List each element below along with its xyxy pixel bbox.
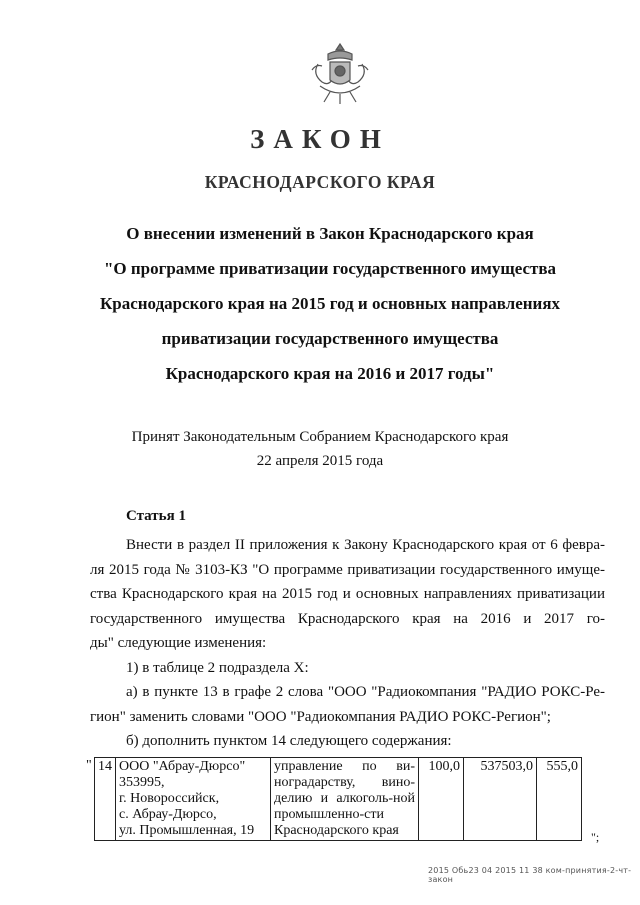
body-line: б) дополнить пунктом 14 следующего содержания:	[126, 733, 452, 749]
adoption-line: Принят Законодательным Собранием Краснодарского края	[131, 429, 509, 445]
table-row	[84, 758, 582, 841]
law-heading	[60, 222, 600, 397]
table-cell-share: 100,0	[419, 758, 464, 841]
heading-line: приватизации государственного имущества	[161, 329, 499, 348]
article-body	[90, 534, 605, 755]
body-line: а) в пункте 13 в графе 2 слова "ООО "Радиокомпания "РАДИО РОКС-Ре-	[126, 684, 605, 700]
heading-line: О внесении изменений в Закон Краснодарского края	[126, 224, 534, 243]
table-open-quote: "	[86, 757, 92, 773]
adoption-note	[0, 426, 640, 474]
body-line: гион" заменить словами "ООО "Радиокомпания РАДИО РОКС-Регион";	[90, 708, 551, 725]
table-cell-number: 14	[95, 758, 116, 841]
law-subtitle: КРАСНОДАРСКОГО КРАЯ	[204, 172, 436, 192]
heading-line: Краснодарского края на 2016 и 2017 годы"	[165, 364, 495, 383]
adoption-date: 22 апреля 2015 года	[256, 453, 384, 469]
table-cell-organization	[116, 758, 271, 841]
org-line: с. Абрау-Дюрсо,	[119, 807, 217, 822]
amendment-table	[84, 757, 594, 841]
law-title: ЗАКОН	[250, 124, 390, 154]
article-title: Статья 1	[126, 508, 186, 524]
table-cell-purpose: управление по ви-ноградарству, вино-делию и алкоголь-ной промышленно-сти Краснодарского края	[271, 758, 419, 841]
closing-quote: ";	[591, 830, 600, 844]
body-line: ства Краснодарского края на 2015 год и основных направлениях приватизации	[90, 586, 605, 602]
org-line: ООО "Абрау-Дюрсо"	[119, 759, 246, 774]
body-line: Внести в раздел II приложения к Закону Краснодарского края от 6 февра-	[126, 537, 605, 553]
body-line: государственного имущества Краснодарского края на 2016 и 2017 го-	[90, 610, 605, 627]
coat-of-arms-emblem	[306, 40, 374, 106]
body-line: 1) в таблице 2 подраздела X:	[126, 659, 309, 676]
table-cell-sum: 537503,0	[464, 758, 537, 841]
org-line: 353995,	[119, 775, 165, 790]
table-cell-value: 555,0	[537, 758, 582, 841]
body-line: ды" следующие изменения:	[90, 635, 267, 651]
org-line: ул. Промышленная, 19	[119, 823, 255, 838]
body-line: ля 2015 года № 3103-КЗ "О программе приватизации государственного имуще-	[90, 561, 605, 578]
org-line: г. Новороссийск,	[119, 791, 220, 806]
document-footer: 2015 Обь23 04 2015 11 38 ком-принятия-2-чт-закон	[428, 866, 632, 884]
heading-line: "О программе приватизации государственного имущества	[103, 259, 557, 278]
heading-line: Краснодарского края на 2015 год и основных направлениях	[99, 294, 561, 313]
